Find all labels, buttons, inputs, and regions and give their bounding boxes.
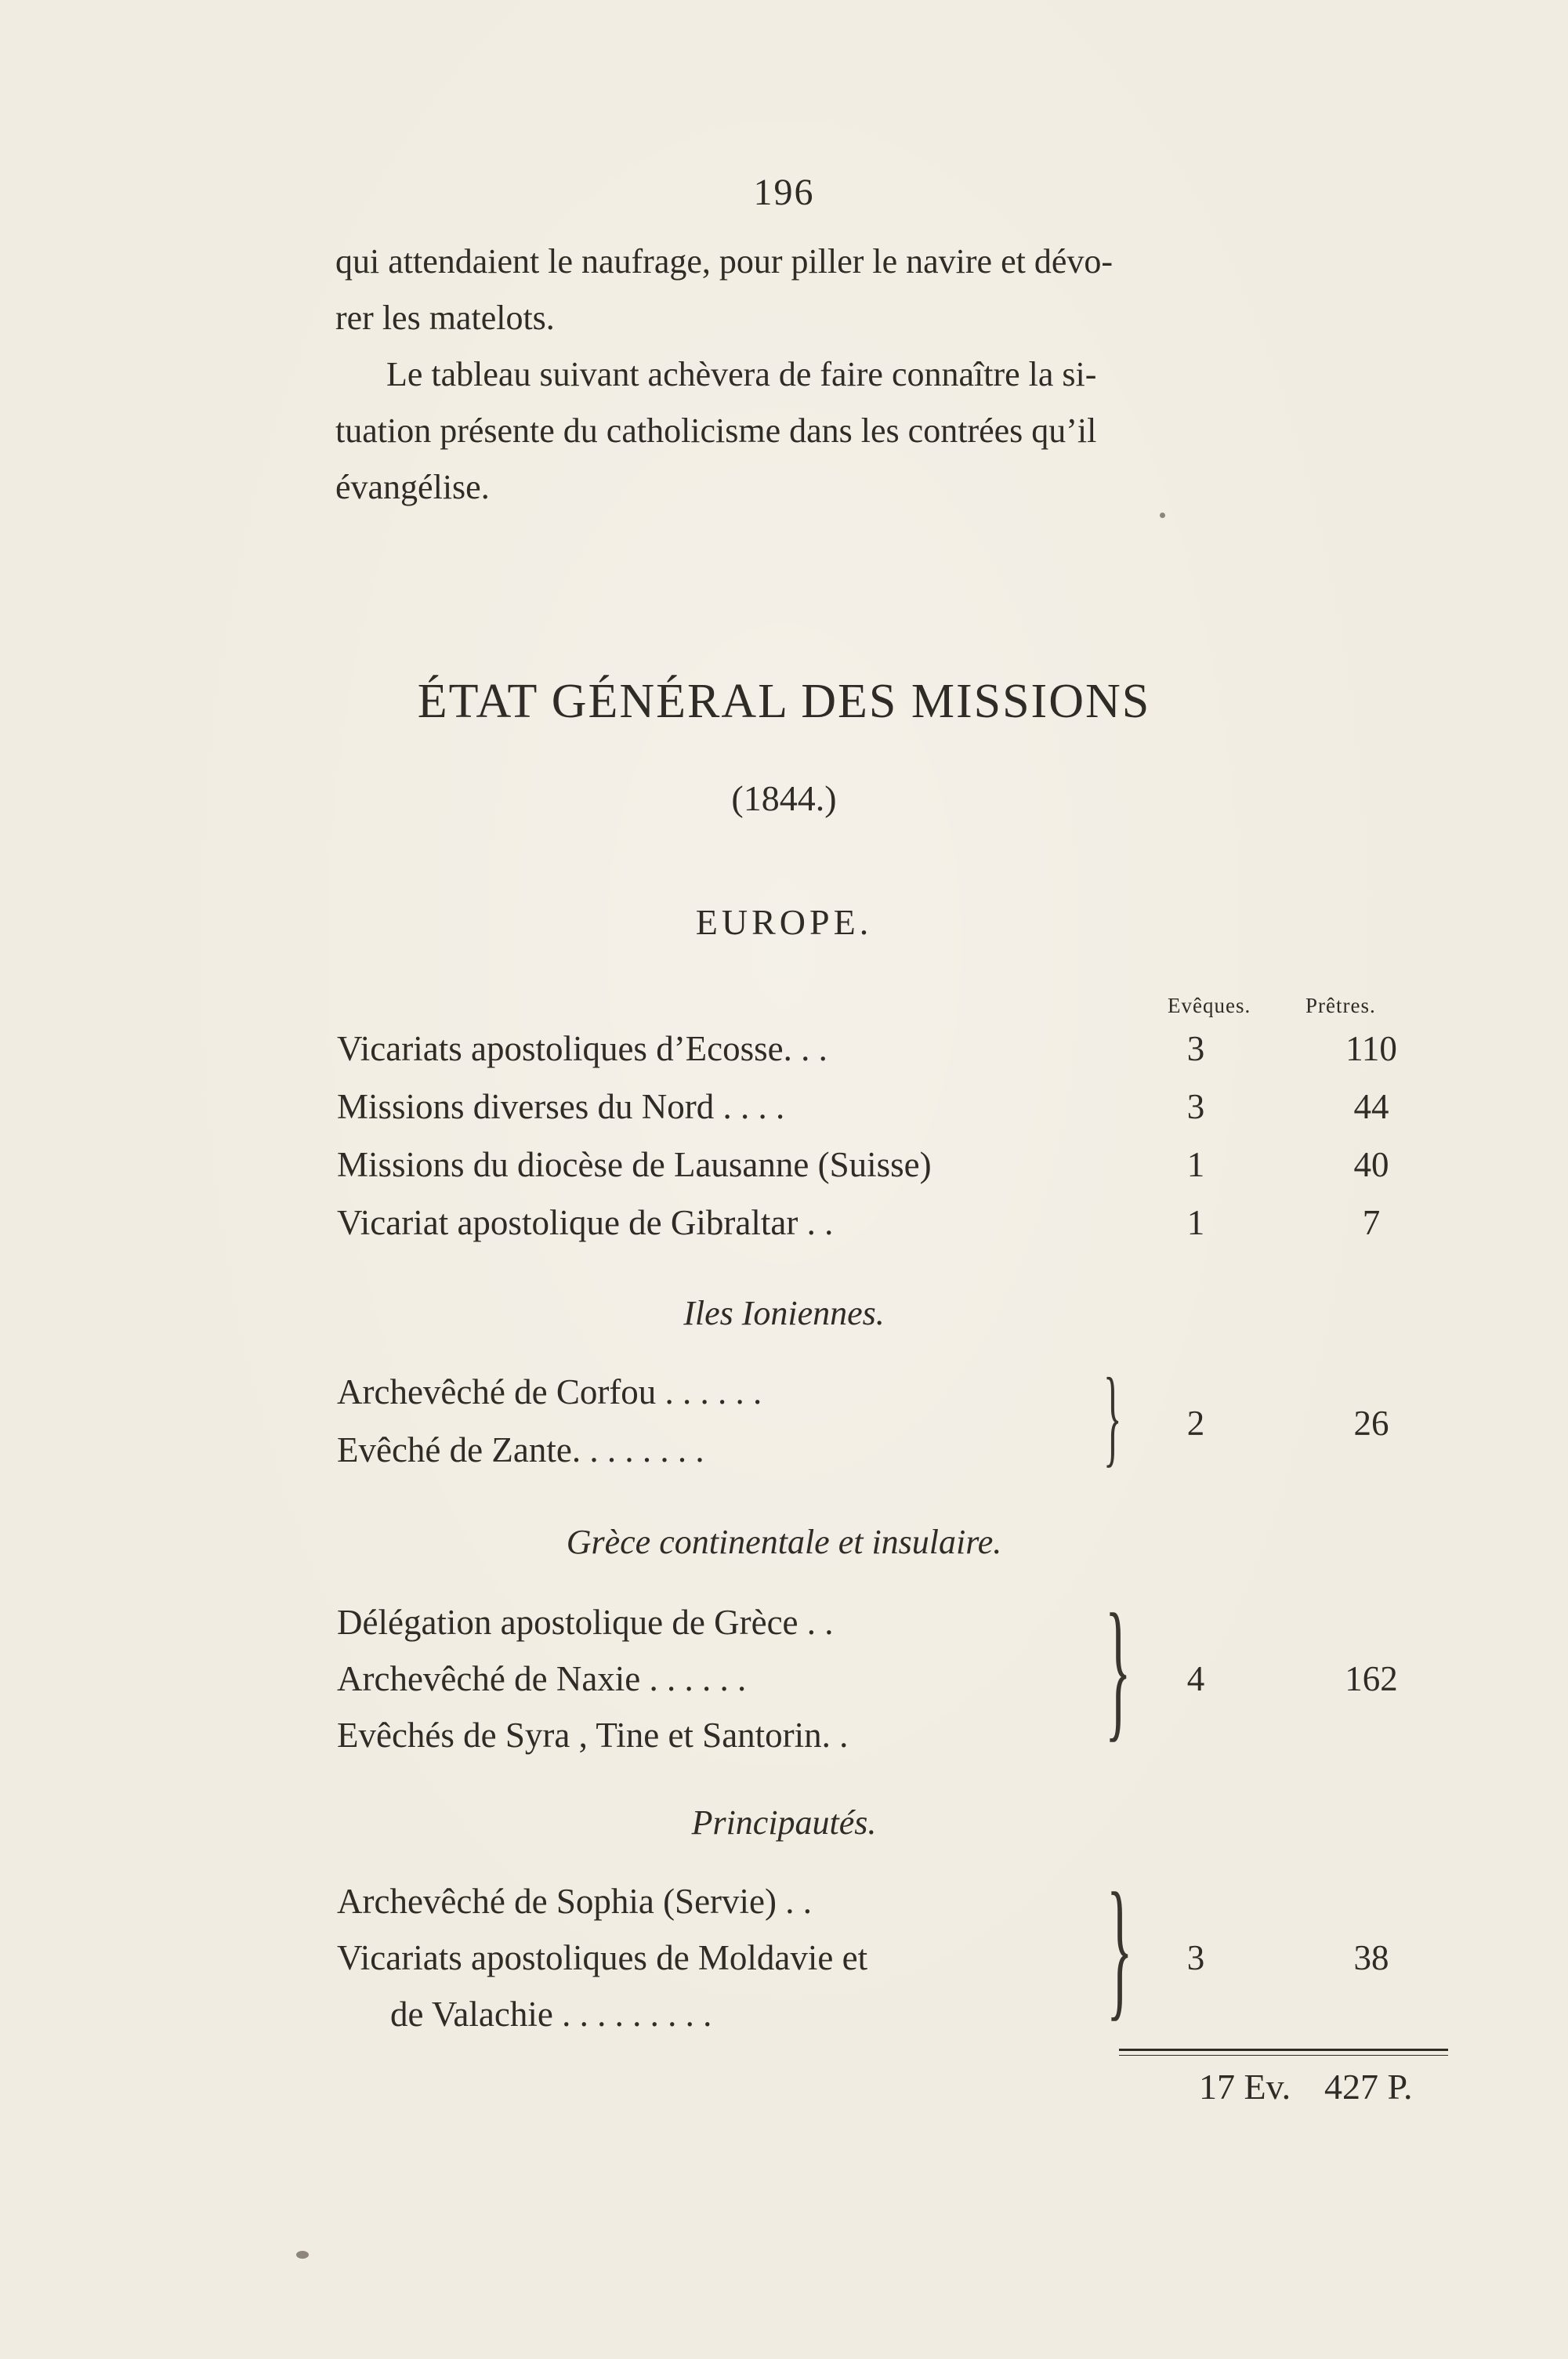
row-priests: 40 xyxy=(1353,1145,1389,1184)
section-heading-greece: Grèce continentale et insulaire. xyxy=(566,1523,1002,1561)
row-priests: 110 xyxy=(1345,1029,1397,1068)
group-bishops: 3 xyxy=(1186,1938,1205,1977)
row-priests: 44 xyxy=(1353,1087,1389,1126)
intro-line-3: Le tableau suivant achèvera de faire connaître la si- xyxy=(386,355,1097,393)
section-heading-principalities: Principautés. xyxy=(691,1803,877,1842)
group-item: Archevêché de Sophia (Servie) . . xyxy=(337,1882,813,1921)
row-priests: 7 xyxy=(1362,1203,1381,1242)
group-item: Evêchés de Syra , Tine et Santorin. . xyxy=(337,1716,849,1755)
total-bishops: 17 Ev. xyxy=(1199,2067,1291,2107)
section-heading-ionian: Iles Ioniennes. xyxy=(683,1294,885,1332)
total-rule xyxy=(1119,2049,1448,2051)
total-rule-thin xyxy=(1119,2055,1448,2056)
brace: } xyxy=(1103,1356,1122,1477)
row-label: Missions du diocèse de Lausanne (Suisse) xyxy=(337,1145,932,1184)
brace: } xyxy=(1105,1582,1132,1756)
intro-line-1: qui attendaient le naufrage, pour piller le navire et dévo- xyxy=(335,242,1114,281)
page-number: 196 xyxy=(753,172,815,213)
group-item: Archevêché de Naxie . . . . . . xyxy=(337,1659,747,1698)
row-label: Missions diverses du Nord . . . . xyxy=(337,1087,785,1126)
region-heading: EUROPE. xyxy=(695,902,873,942)
intro-line-4: tuation présente du catholicisme dans les contrées qu’il xyxy=(335,411,1097,450)
total-priests: 427 P. xyxy=(1324,2067,1413,2107)
column-header-bishops: Evêques. xyxy=(1168,994,1251,1017)
brace: } xyxy=(1106,1861,1133,2035)
row-label: Vicariats apostoliques d’Ecosse. . . xyxy=(337,1029,827,1068)
group-bishops: 4 xyxy=(1186,1659,1205,1698)
group-priests: 38 xyxy=(1353,1938,1389,1977)
group-priests: 26 xyxy=(1353,1404,1389,1443)
row-bishops: 1 xyxy=(1186,1203,1205,1242)
table-year: (1844.) xyxy=(731,778,837,818)
row-label: Vicariat apostolique de Gibraltar . . xyxy=(337,1203,834,1242)
group-item: Archevêché de Corfou . . . . . . xyxy=(337,1372,762,1411)
column-header-priests: Prêtres. xyxy=(1305,994,1376,1017)
group-item: de Valachie . . . . . . . . . xyxy=(390,1995,712,2034)
intro-line-5: évangélise. xyxy=(335,468,490,506)
group-priests: 162 xyxy=(1345,1659,1398,1698)
row-bishops: 3 xyxy=(1186,1029,1205,1068)
group-item: Délégation apostolique de Grèce . . xyxy=(337,1603,834,1642)
ink-speck xyxy=(1160,513,1165,518)
ink-speck xyxy=(296,2251,309,2259)
intro-line-2: rer les matelots. xyxy=(335,299,555,337)
table-title: ÉTAT GÉNÉRAL DES MISSIONS xyxy=(417,675,1151,728)
row-bishops: 1 xyxy=(1186,1145,1205,1184)
group-bishops: 2 xyxy=(1186,1404,1205,1443)
row-bishops: 3 xyxy=(1186,1087,1205,1126)
group-item: Vicariats apostoliques de Moldavie et xyxy=(337,1938,868,1977)
group-item: Evêché de Zante. . . . . . . . xyxy=(337,1430,704,1469)
